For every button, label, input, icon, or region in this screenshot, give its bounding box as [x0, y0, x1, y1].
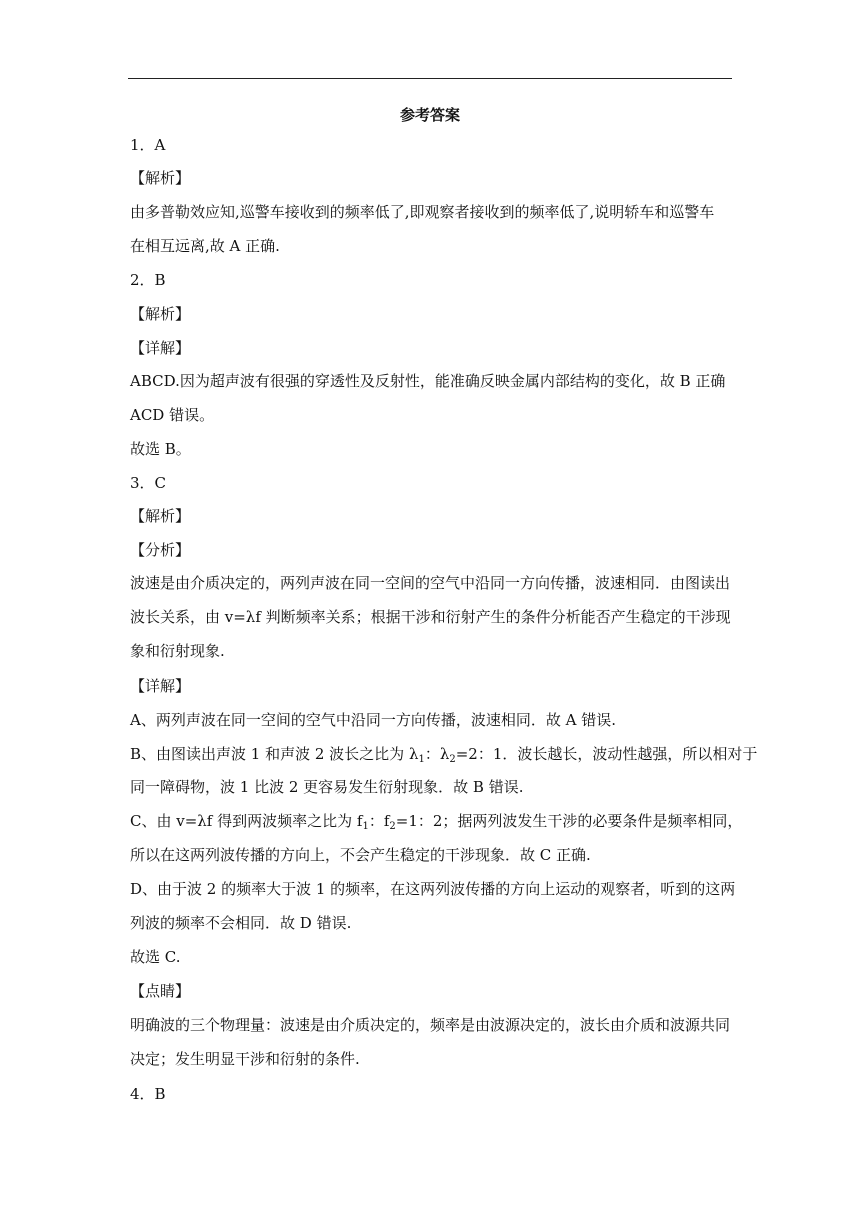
answer-1-heading: 1．A [130, 136, 166, 154]
text-line: 象和衍射现象. [130, 642, 225, 660]
text-line: 故选 B。 [130, 440, 191, 458]
text-line: 波长关系，由 v=λf 判断频率关系；根据干涉和衍射产生的条件分析能否产生稳定的干涉现 [130, 608, 731, 626]
analysis-tag: 【解析】 [130, 169, 191, 187]
answer-4-heading: 4．B [130, 1085, 166, 1103]
text-line: 由多普勒效应知,巡警车接收到的频率低了,即观察者接收到的频率低了,说明轿车和巡警车 [130, 203, 715, 221]
text-line: 列波的频率不会相同．故 D 错误. [130, 914, 352, 932]
text-line: 故选 C. [130, 948, 181, 966]
text-line: 在相互远离,故 A 正确. [130, 237, 280, 255]
answer-2-heading: 2．B [130, 271, 166, 289]
text-line: ABCD.因为超声波有很强的穿透性及反射性，能准确反映金属内部结构的变化，故 B 正确 [130, 372, 726, 390]
comment-tag: 【点睛】 [130, 982, 191, 1000]
text-line: 所以在这两列波传播的方向上，不会产生稳定的干涉现象．故 C 正确. [130, 846, 591, 864]
text-line: ACD 错误。 [130, 406, 215, 424]
header-rule [128, 78, 732, 79]
text-line: 同一障碍物，波 1 比波 2 更容易发生衍射现象．故 B 错误. [130, 778, 524, 796]
detail-tag: 【详解】 [130, 677, 191, 695]
text-line: 决定；发生明显干涉和衍射的条件. [130, 1050, 360, 1068]
detail-tag: 【详解】 [130, 339, 191, 357]
answer-3-heading: 3．C [130, 474, 167, 492]
analysis-sub-tag: 【分析】 [130, 541, 191, 559]
option-b-text: B、由图读出声波 1 和声波 2 波长之比为 $\lambda_1$：$\lambda_2=2$：1．波长越长，波动性越强，所以相对于 [130, 745, 758, 765]
option-c-text: C、由 v=λf 得到两波频率之比为 $f_1$：$f_2=1$：2；据两列波发生干涉的必要条件是频率相同， [130, 812, 743, 832]
option-a-text: A、两列声波在同一空间的空气中沿同一方向传播，波速相同．故 A 错误. [130, 711, 616, 729]
analysis-tag: 【解析】 [130, 305, 191, 323]
text-line: 波速是由介质决定的，两列声波在同一空间的空气中沿同一方向传播，波速相同．由图读出 [130, 574, 731, 592]
text-line: 明确波的三个物理量：波速是由介质决定的，频率是由波源决定的，波长由介质和波源共同 [130, 1016, 731, 1034]
option-d-text: D、由于波 2 的频率大于波 1 的频率，在这两列波传播的方向上运动的观察者，听到的这两 [130, 880, 736, 898]
analysis-tag: 【解析】 [130, 507, 191, 525]
page-title: 参考答案 [399, 106, 460, 124]
